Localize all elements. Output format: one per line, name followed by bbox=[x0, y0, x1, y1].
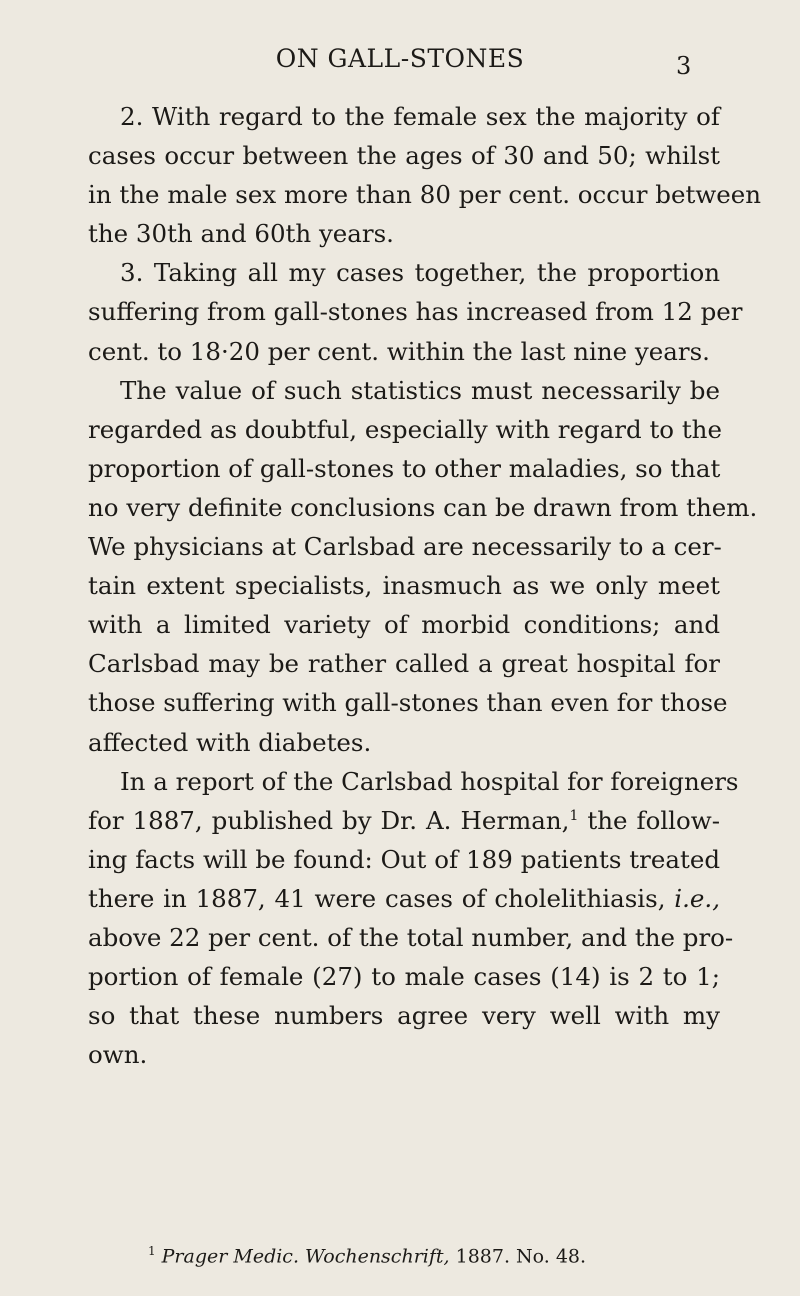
text-line: cent. to 18·20 per cent. within the last nine years. bbox=[88, 336, 710, 366]
text-line: In a report of the Carlsbad hospital for foreigners bbox=[120, 766, 739, 796]
italic-abbrev: i.e., bbox=[674, 883, 720, 913]
text-line: so that these numbers agree very well with my bbox=[88, 1001, 720, 1031]
text-line: 2. With regard to the female sex the majority of bbox=[120, 102, 720, 131]
text-line: suffering from gall-stones has increased from 12 per bbox=[88, 297, 743, 327]
footnote-ref: 1 bbox=[569, 807, 579, 824]
text-line: above 22 per cent. of the total number, and the pro- bbox=[88, 922, 734, 952]
text-line: those suffering with gall-stones than even for those bbox=[88, 688, 728, 718]
footnote-journal: Prager Medic. Wochenschrift, bbox=[161, 1245, 450, 1268]
text-line: regarded as doubtful, especially with regard to the bbox=[88, 414, 722, 444]
text-line: The value of such statistics must necessarily be bbox=[120, 375, 720, 405]
text-line: no very definite conclusions can be drawn from them. bbox=[88, 492, 758, 522]
text-line: cases occur between the ages of 30 and 50; whilst bbox=[88, 141, 720, 171]
text-line: tain extent specialists, inasmuch as we only meet bbox=[88, 571, 720, 601]
text-line: We physicians at Carlsbad are necessarily to a cer- bbox=[88, 532, 722, 562]
text-line: portion of female (27) to male cases (14) is 2 to 1; bbox=[88, 962, 720, 992]
line-part: for 1887, published by Dr. A. Herman, bbox=[88, 805, 570, 835]
line-part: there in 1887, 41 were cases of cholelithiasis, bbox=[88, 883, 675, 913]
running-title: ON GALL-STONES bbox=[275, 44, 525, 73]
text-line: with a limited variety of morbid conditions; and bbox=[88, 610, 720, 640]
text-line bbox=[88, 801, 720, 840]
text-line: ing facts will be found: Out of 189 patients treated bbox=[88, 844, 720, 874]
text-line: Carlsbad may be rather called a great hospital for bbox=[88, 649, 720, 679]
text-line bbox=[88, 879, 720, 918]
text-line: proportion of gall-stones to other maladies, so that bbox=[88, 453, 721, 483]
text-line: in the male sex more than 80 per cent. occur between bbox=[88, 180, 762, 210]
text-line: 3. Taking all my cases together, the proportion bbox=[120, 258, 720, 288]
page-number: 3 bbox=[676, 52, 692, 80]
text-line: the 30th and 60th years. bbox=[88, 219, 394, 249]
footnote-mark: 1 bbox=[148, 1244, 156, 1258]
text-line: own. bbox=[88, 1040, 148, 1070]
footnote bbox=[148, 1244, 586, 1267]
text-line: affected with diabetes. bbox=[88, 727, 372, 757]
footnote-citation: 1887. No. 48. bbox=[449, 1245, 587, 1268]
line-part: the follow- bbox=[578, 805, 720, 835]
body-text bbox=[88, 97, 762, 1074]
